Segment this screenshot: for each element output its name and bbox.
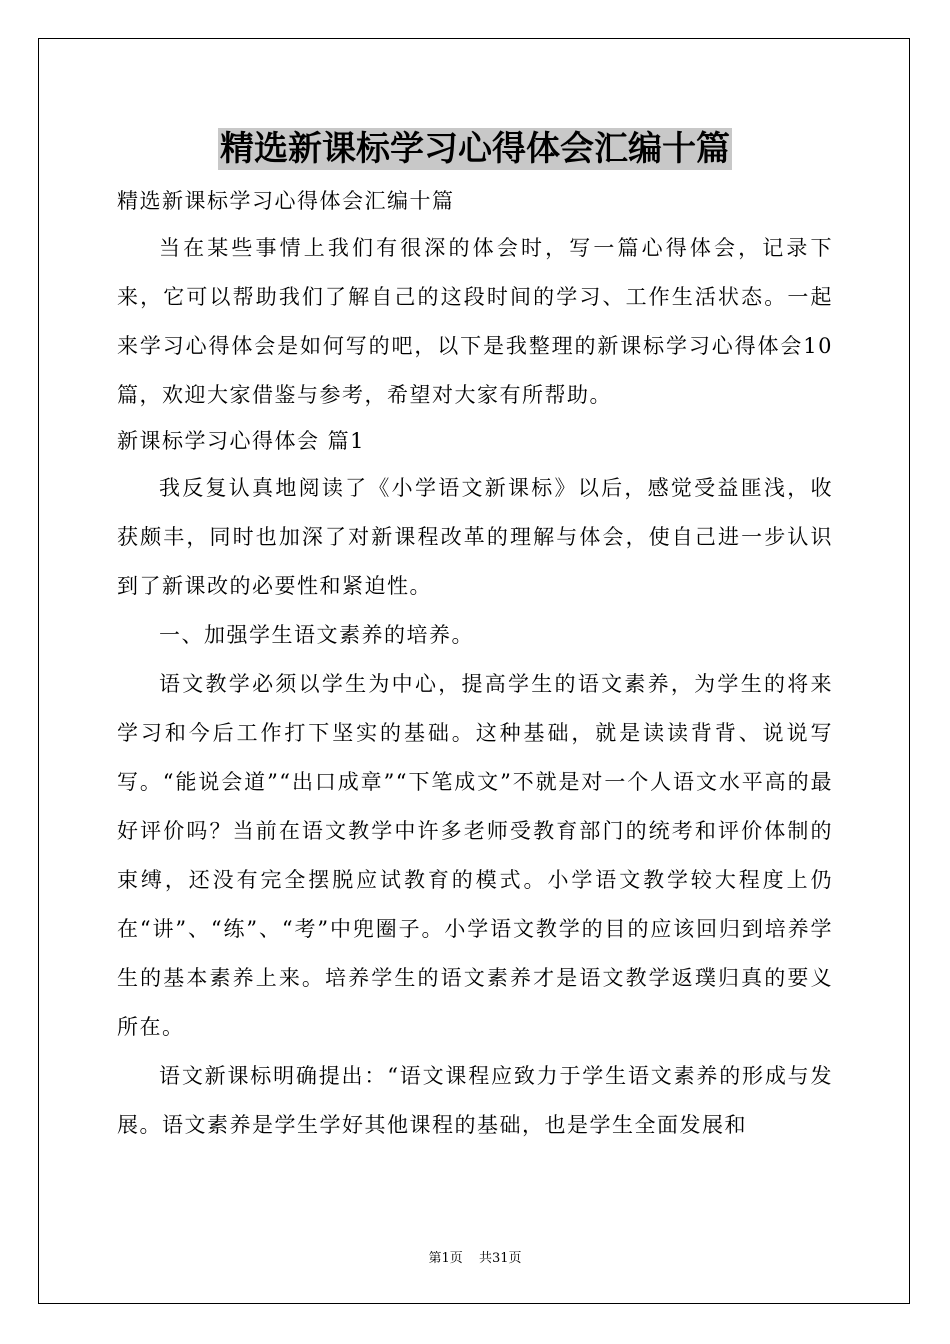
page-footer	[0, 1247, 950, 1266]
body-paragraph: 一、加强学生语文素养的培养。	[159, 623, 474, 647]
document-title: 精选新课标学习心得体会汇编十篇	[220, 129, 730, 169]
body-paragraph: 语文新课标明确提出：“语文课程应致力于学生语文素养的形成与发展。语文素养是学生学好其他课程的基础，也是学生全面发展和	[117, 1064, 833, 1137]
document-subtitle: 精选新课标学习心得体会汇编十篇	[117, 189, 455, 213]
intro-paragraph: 当在某些事情上我们有很深的体会时，写一篇心得体会，记录下来，它可以帮助我们了解自己的这段时间的学习、工作生活状态。一起来学习心得体会是如何写的吧，以下是我整理的新课标学习心得体会10篇，欢迎大家借鉴与参考，希望对大家有所帮助。	[117, 236, 833, 407]
section-heading: 新课标学习心得体会 篇1	[117, 429, 366, 453]
page-total: 共31页	[478, 1251, 522, 1266]
document-body	[117, 178, 833, 1150]
page-number: 第1页	[428, 1251, 463, 1266]
title-wrap	[0, 128, 950, 170]
body-paragraph: 语文教学必须以学生为中心，提高学生的语文素养，为学生的将来学习和今后工作打下坚实的基础。这种基础，就是读读背背、说说写写。“能说会道”“出口成章”“下笔成文”不就是对一个人语文水平高的最好评价吗？当前在语文教学中许多老师受教育部门的统考和评价体制的束缚，还没有完全摆脱应试教育的模式。小学语文教学较大程度上仍在“讲”、“练”、“考”中兜圈子。小学语文教学的目的应该回归到培养学生的基本素养上来。培养学生的语文素养才是语文教学返璞归真的要义所在。	[117, 672, 833, 1039]
body-paragraph: 我反复认真地阅读了《小学语文新课标》以后，感觉受益匪浅，收获颇丰，同时也加深了对新课程改革的理解与体会，使自己进一步认识到了新课改的必要性和紧迫性。	[117, 476, 833, 598]
